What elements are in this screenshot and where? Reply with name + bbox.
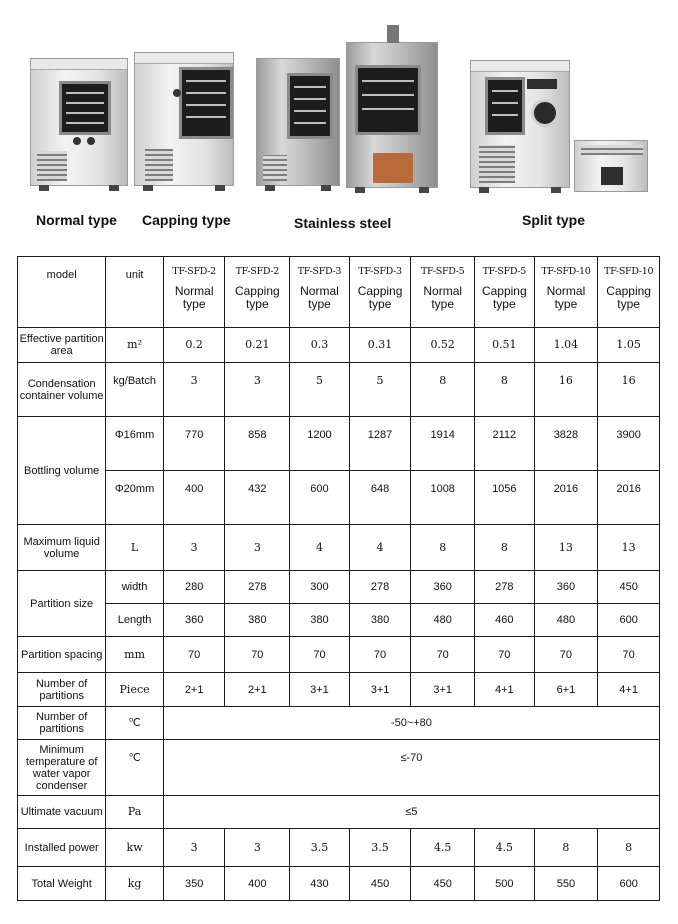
table-row <box>18 417 660 471</box>
table-cell: 8 <box>411 363 475 417</box>
specification-table <box>17 256 660 901</box>
table-row <box>18 829 660 867</box>
table-row <box>18 867 660 901</box>
table-cell: 380 <box>290 604 350 637</box>
table-cell: 600 <box>290 471 350 525</box>
capping-type-machine-image <box>134 52 234 186</box>
table-cell: 4 <box>349 525 411 571</box>
product-photos <box>0 0 678 250</box>
table-cell: 1056 <box>475 471 535 525</box>
row-label: Bottling volume <box>18 417 106 525</box>
table-cell: 0.21 <box>225 328 290 363</box>
table-cell: 5 <box>290 363 350 417</box>
table-cell: 4+1 <box>598 673 660 707</box>
table-row <box>18 796 660 829</box>
table-cell: 70 <box>475 637 535 673</box>
table-cell: 278 <box>475 571 535 604</box>
row-unit: kw <box>106 829 164 867</box>
table-cell: 3.5 <box>290 829 350 867</box>
row-unit: L <box>106 525 164 571</box>
table-cell: 0.3 <box>290 328 350 363</box>
table-cell: 480 <box>411 604 475 637</box>
table-cell: 648 <box>349 471 411 525</box>
row-unit: width <box>106 571 164 604</box>
table-cell: 400 <box>163 471 225 525</box>
table-cell: 2+1 <box>163 673 225 707</box>
table-cell: 380 <box>225 604 290 637</box>
table-row <box>18 707 660 740</box>
model-column-header: TF-SFD-10 Normal type <box>534 257 598 328</box>
table-cell: 380 <box>349 604 411 637</box>
table-cell: 70 <box>411 637 475 673</box>
table-cell: 500 <box>475 867 535 901</box>
table-cell: 350 <box>163 867 225 901</box>
table-cell: 8 <box>598 829 660 867</box>
table-cell: 3+1 <box>411 673 475 707</box>
table-cell: 6+1 <box>534 673 598 707</box>
row-unit: ℃ <box>106 707 164 740</box>
table-cell: 2112 <box>475 417 535 471</box>
table-cell: 3 <box>163 363 225 417</box>
table-cell: 4.5 <box>411 829 475 867</box>
table-cell: 450 <box>349 867 411 901</box>
model-column-header: TF-SFD-2 Capping type <box>225 257 290 328</box>
row-unit: Φ16mm <box>106 417 164 471</box>
row-unit: Pa <box>106 796 164 829</box>
table-row <box>18 525 660 571</box>
row-label: Number of partitions <box>18 673 106 707</box>
caption-capping-type: Capping type <box>142 212 231 228</box>
row-label: Minimum temperature of water vapor condenser <box>18 740 106 796</box>
stainless-steel-machine-image-2 <box>346 42 438 188</box>
table-cell: 4+1 <box>475 673 535 707</box>
caption-split-type: Split type <box>522 212 586 228</box>
table-row <box>18 604 660 637</box>
table-cell: 4 <box>290 525 350 571</box>
table-cell: 3+1 <box>290 673 350 707</box>
row-label: Number of partitions <box>18 707 106 740</box>
table-cell: 0.2 <box>163 328 225 363</box>
table-cell: 858 <box>225 417 290 471</box>
table-cell: 1200 <box>290 417 350 471</box>
table-row <box>18 637 660 673</box>
model-column-header: TF-SFD-5 Normal type <box>411 257 475 328</box>
row-label: Maximum liquid volume <box>18 525 106 571</box>
table-cell: 460 <box>475 604 535 637</box>
table-cell: 3 <box>225 829 290 867</box>
table-cell: 3828 <box>534 417 598 471</box>
table-cell: 3 <box>225 525 290 571</box>
table-cell: 280 <box>163 571 225 604</box>
table-cell: 8 <box>411 525 475 571</box>
row-unit: Φ20mm <box>106 471 164 525</box>
table-cell: 13 <box>598 525 660 571</box>
row-label: Partition spacing <box>18 637 106 673</box>
row-label: Partition size <box>18 571 106 637</box>
model-column-header: TF-SFD-5 Capping type <box>475 257 535 328</box>
table-cell: 13 <box>534 525 598 571</box>
model-column-header: TF-SFD-10 Capping type <box>598 257 660 328</box>
row-unit: Piece <box>106 673 164 707</box>
row-label: Ultimate vacuum <box>18 796 106 829</box>
table-cell: 3 <box>225 363 290 417</box>
table-cell: 0.52 <box>411 328 475 363</box>
table-cell: 450 <box>411 867 475 901</box>
table-cell: 550 <box>534 867 598 901</box>
table-row <box>18 328 660 363</box>
row-unit: kg <box>106 867 164 901</box>
table-cell: 4.5 <box>475 829 535 867</box>
table-cell: 480 <box>534 604 598 637</box>
table-cell-merged: -50~+80 <box>163 707 659 740</box>
normal-type-machine-image <box>30 58 128 186</box>
table-cell: 278 <box>225 571 290 604</box>
row-label: Effective partition area <box>18 328 106 363</box>
table-cell: 70 <box>534 637 598 673</box>
model-column-header: TF-SFD-3 Normal type <box>290 257 350 328</box>
table-cell: 70 <box>598 637 660 673</box>
header-unit: unit <box>106 257 164 328</box>
row-label: Total Weight <box>18 867 106 901</box>
table-cell: 2016 <box>534 471 598 525</box>
table-header-row <box>18 257 660 328</box>
table-cell: 0.51 <box>475 328 535 363</box>
model-column-header: TF-SFD-3 Capping type <box>349 257 411 328</box>
table-row <box>18 673 660 707</box>
row-unit: kg/Batch <box>106 363 164 417</box>
table-cell: 70 <box>290 637 350 673</box>
row-label: Condensation container volume <box>18 363 106 417</box>
row-unit: ℃ <box>106 740 164 796</box>
row-label: Installed power <box>18 829 106 867</box>
table-cell: 3.5 <box>349 829 411 867</box>
table-row <box>18 740 660 796</box>
model-column-header: TF-SFD-2 Normal type <box>163 257 225 328</box>
table-cell: 8 <box>475 525 535 571</box>
table-cell: 360 <box>534 571 598 604</box>
table-row <box>18 471 660 525</box>
table-cell: 600 <box>598 867 660 901</box>
table-cell: 5 <box>349 363 411 417</box>
table-cell-merged: ≤-70 <box>163 740 659 796</box>
table-cell: 2016 <box>598 471 660 525</box>
header-model: model <box>18 257 106 328</box>
table-cell: 360 <box>163 604 225 637</box>
table-cell: 70 <box>163 637 225 673</box>
split-type-condenser-image <box>574 140 648 192</box>
table-cell: 1.04 <box>534 328 598 363</box>
table-cell: 16 <box>598 363 660 417</box>
row-unit: Length <box>106 604 164 637</box>
row-unit: mm <box>106 637 164 673</box>
table-cell-merged: ≤5 <box>163 796 659 829</box>
table-row <box>18 571 660 604</box>
table-cell: 2+1 <box>225 673 290 707</box>
stainless-steel-machine-image-1 <box>256 58 340 186</box>
table-cell: 3 <box>163 525 225 571</box>
table-cell: 16 <box>534 363 598 417</box>
table-cell: 400 <box>225 867 290 901</box>
table-cell: 1287 <box>349 417 411 471</box>
table-cell: 8 <box>475 363 535 417</box>
table-cell: 600 <box>598 604 660 637</box>
table-cell: 3+1 <box>349 673 411 707</box>
table-cell: 770 <box>163 417 225 471</box>
table-cell: 1008 <box>411 471 475 525</box>
table-cell: 430 <box>290 867 350 901</box>
row-unit: m² <box>106 328 164 363</box>
table-cell: 3 <box>163 829 225 867</box>
table-cell: 70 <box>225 637 290 673</box>
table-row <box>18 363 660 417</box>
table-cell: 300 <box>290 571 350 604</box>
table-cell: 70 <box>349 637 411 673</box>
caption-normal-type: Normal type <box>36 212 117 228</box>
table-cell: 8 <box>534 829 598 867</box>
table-cell: 3900 <box>598 417 660 471</box>
table-cell: 450 <box>598 571 660 604</box>
table-cell: 278 <box>349 571 411 604</box>
table-cell: 360 <box>411 571 475 604</box>
split-type-main-unit-image <box>470 60 570 188</box>
caption-stainless-steel: Stainless steel <box>294 215 392 231</box>
table-cell: 0.31 <box>349 328 411 363</box>
table-cell: 432 <box>225 471 290 525</box>
table-cell: 1914 <box>411 417 475 471</box>
table-cell: 1.05 <box>598 328 660 363</box>
